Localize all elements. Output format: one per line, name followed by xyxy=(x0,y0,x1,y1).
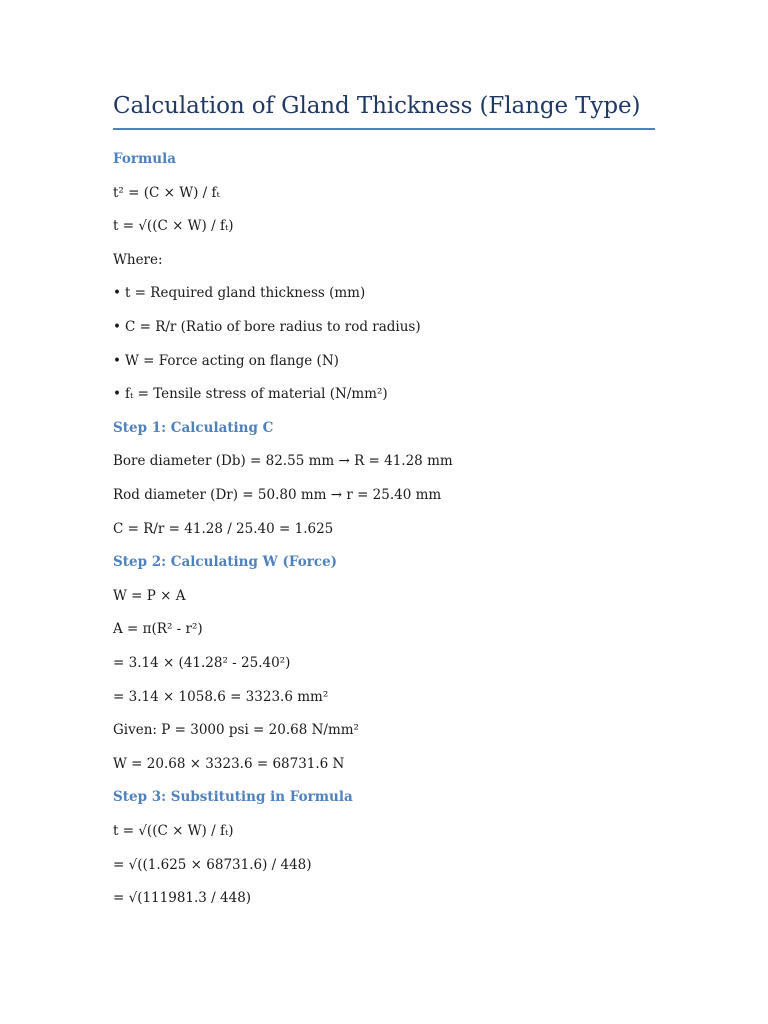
bullet-text: fₜ = Tensile stress of material (N/mm²) xyxy=(124,386,388,402)
bullet-icon: • xyxy=(113,386,121,402)
bullet-item xyxy=(113,284,365,302)
bullet-item xyxy=(113,352,339,370)
body-line: t = √((C × W) / fₜ) xyxy=(113,218,234,234)
body-line: Bore diameter (Db) = 82.55 mm → R = 41.28 mm xyxy=(113,453,453,469)
body-line: = √(111981.3 / 448) xyxy=(113,890,252,906)
bullet-icon: • xyxy=(113,285,121,301)
section-heading: Step 2: Calculating W (Force) xyxy=(113,554,338,570)
bullet-text: C = R/r (Ratio of bore radius to rod radius) xyxy=(124,319,421,335)
body-line: W = 20.68 × 3323.6 = 68731.6 N xyxy=(113,756,345,772)
body-line: Where: xyxy=(113,252,163,268)
body-line: = √((1.625 × 68731.6) / 448) xyxy=(113,857,312,873)
body-line: = 3.14 × 1058.6 = 3323.6 mm² xyxy=(113,689,329,705)
document-title: Calculation of Gland Thickness (Flange Type) xyxy=(113,93,641,119)
body-line: C = R/r = 41.28 / 25.40 = 1.625 xyxy=(113,521,334,537)
bullet-item xyxy=(113,385,388,403)
body-line: = 3.14 × (41.28² - 25.40²) xyxy=(113,655,291,671)
body-line: A = π(R² - r²) xyxy=(113,621,203,637)
bullet-item xyxy=(113,318,421,336)
body-line: Rod diameter (Dr) = 50.80 mm → r = 25.40 mm xyxy=(113,487,442,503)
body-line: t = √((C × W) / fₜ) xyxy=(113,823,234,839)
section-heading: Step 3: Substituting in Formula xyxy=(113,789,353,805)
bullet-text: t = Required gland thickness (mm) xyxy=(124,285,366,301)
section-heading: Formula xyxy=(113,151,176,167)
body-line: W = P × A xyxy=(113,588,186,604)
title-underline xyxy=(113,128,655,130)
bullet-icon: • xyxy=(113,319,121,335)
body-line: t² = (C × W) / fₜ xyxy=(113,185,220,201)
body-line: Given: P = 3000 psi = 20.68 N/mm² xyxy=(113,722,359,738)
bullet-icon: • xyxy=(113,353,121,369)
bullet-text: W = Force acting on flange (N) xyxy=(124,353,339,369)
section-heading: Step 1: Calculating C xyxy=(113,420,274,436)
